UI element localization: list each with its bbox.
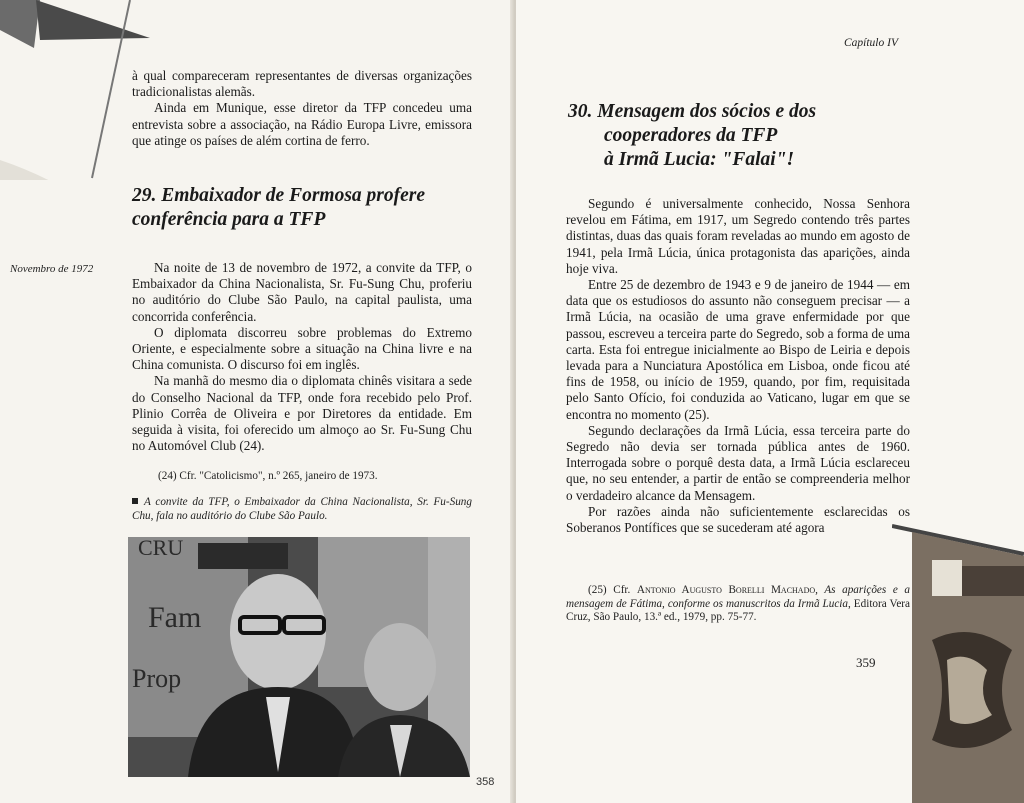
banner-text: Fam [148, 601, 202, 634]
photo-illustration [128, 537, 470, 777]
banner-text: CRU [138, 537, 184, 560]
heading-line: 30. Mensagem dos sócios e dos [568, 101, 817, 122]
pennant-decoration [0, 0, 150, 180]
heraldic-banner-decoration [892, 520, 1024, 803]
footnote-24: (24) Cfr. "Catolicismo", n.º 265, janeiro de 1973. [158, 470, 378, 482]
section-heading-29: 29. Embaixador de Formosa profere conferência para a TFP [132, 185, 426, 230]
right-page [516, 0, 1024, 803]
paragraph: O diplomata discorreu sobre problemas do Extremo Oriente, e especialmente sobre a situação na China livre e na China comunista. O discurso foi em inglês. [132, 324, 472, 373]
heading-line: à Irmã Lucia: "Falai"! [604, 149, 795, 170]
paragraph: Ainda em Munique, esse diretor da TFP concedeu uma entrevista sobre a associação, na Rádio Europa Livre, emissora que atinge os países de além cortina de ferro. [132, 100, 472, 148]
footnote-rest: , Editora Vera Cruz, São Paulo, 13.ª ed., 1979, pp. 75-77. [566, 597, 910, 623]
paragraph: Segundo declarações da Irmã Lúcia, essa terceira parte do Segredo não devia ser tornada pública antes de 1960. Interrogada sobre o porquê desta data, a Irmã Lúcia esclareceu que, no seu entender, a partir de então se compreenderia melhor o verdadeiro alcance da Mensagem. [566, 422, 910, 503]
chapter-label: Capítulo IV [844, 37, 898, 49]
paragraph: Na manhã do mesmo dia o diplomata chinês visitara a sede do Conselho Nacional da TFP, onde fora recebido pelo Prof. Plinio Corrêa de Oliveira e por Diretores da entidade. Em seguida à visita, foi oferecido um almoço ao Sr. Fu-Sung Chu no Automóvel Club (24). [132, 373, 472, 454]
ambassador-photo [128, 537, 470, 777]
body-text [132, 260, 472, 454]
footnote-25 [566, 584, 910, 625]
footnote-prefix: (25) Cfr. [588, 584, 637, 596]
bullet-icon [132, 498, 138, 504]
paragraph: Segundo é universalmente conhecido, Nossa Senhora revelou em Fátima, em 1917, um Segredo contendo três partes distintas, duas das quais foram reveladas ao mundo em agosto de 1941, pela Irmã Lúcia, única protagonista das aparições, ainda hoje viva. [566, 196, 910, 276]
page-number: 359 [856, 655, 876, 670]
photo-caption [132, 496, 472, 523]
section-heading-30 [568, 100, 948, 172]
caption-text: A convite da TFP, o Embaixador da China Nacionalista, Sr. Fu-Sung Chu, fala no auditório do Clube São Paulo. [132, 496, 472, 522]
footnote-title: , As aparições e a mensagem de Fátima, conforme os manuscritos da Irmã Lucia [566, 584, 910, 610]
margin-date: Novembro de 1972 [10, 263, 94, 275]
top-paragraphs [132, 68, 472, 149]
page-number: 358 [476, 776, 495, 788]
heading-line: cooperadores da TFP [604, 125, 778, 146]
paragraph: Entre 25 de dezembro de 1943 e 9 de janeiro de 1944 — em data que os estudiosos do assunto não conseguem precisar — a Irmã Lúcia, na ocasião de uma grave enfermidade por que passou, escreveu a terceira parte do Segredo, sob a forma de uma carta. Esta foi entregue inicialmente ao Bispo de Leiria e depois levada para a Nunciatura Apostólica em Lisboa, onde ficou até fins de 1958, ou início de 1959, quando, por fim, requisitada pelo Santo Ofício, foi conduzida ao Vaticano, lugar em que se encontra no momento (25). [566, 277, 910, 422]
paragraph: Por razões ainda não suficientemente esclarecidas os Soberanos Pontífices que se sucederam até agora [566, 503, 910, 536]
footnote-author: Antonio Augusto Borelli Machado [636, 584, 816, 596]
body-text [566, 196, 910, 536]
paragraph: Na noite de 13 de novembro de 1972, a convite da TFP, o Embaixador da China Nacionalista, Sr. Fu-Sung Chu, proferiu no auditório do Clube São Paulo, na capital paulista, uma concorrida conferência. [132, 260, 472, 324]
paragraph: à qual compareceram representantes de diversas organizações tradicionalistas alemãs. [132, 68, 472, 100]
banner-text: Prop [132, 664, 182, 693]
